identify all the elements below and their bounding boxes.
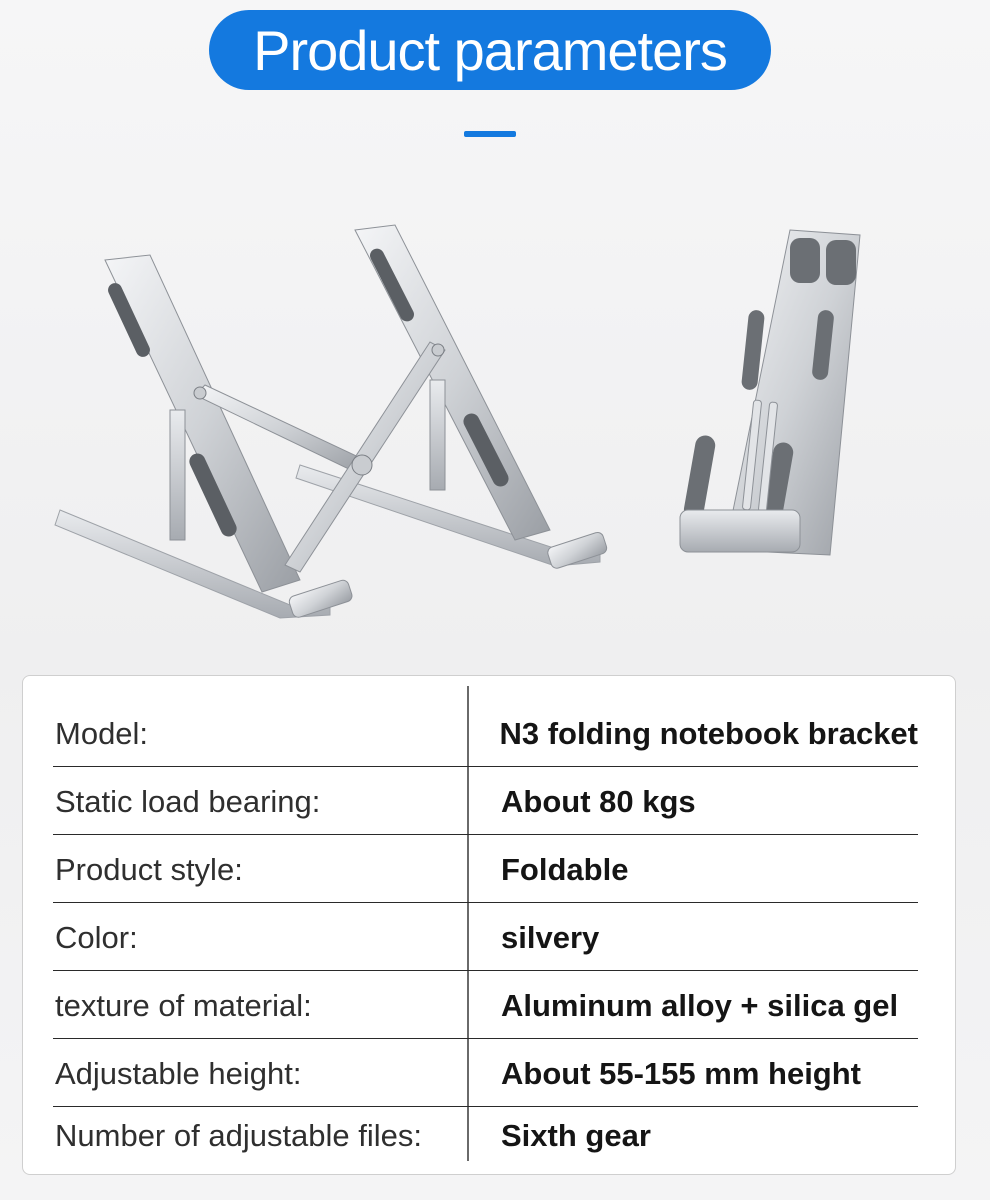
- row-separator: [53, 834, 918, 836]
- table-row: [53, 836, 918, 903]
- row-separator: [53, 970, 918, 972]
- spec-label: texture of material:: [55, 987, 312, 1023]
- laptop-stand-icon: [0, 210, 990, 640]
- table-row: [53, 1040, 918, 1107]
- table-row: [53, 1102, 918, 1169]
- spec-label: Number of adjustable files:: [55, 1117, 423, 1153]
- folded-stand: [680, 230, 860, 555]
- spec-value: About 80 kgs: [501, 783, 696, 819]
- table-row: [53, 972, 918, 1039]
- spec-value: Aluminum alloy + silica gel: [501, 987, 899, 1023]
- spec-value: N3 folding notebook bracket: [499, 715, 918, 751]
- spec-value: silvery: [501, 919, 600, 955]
- spec-label: Static load bearing:: [55, 783, 321, 819]
- table-row: [53, 904, 918, 971]
- page-title-text: Product parameters: [253, 18, 727, 82]
- spec-value: Sixth gear: [501, 1117, 651, 1153]
- spec-label: Adjustable height:: [55, 1055, 302, 1091]
- title-underline: [464, 131, 516, 137]
- table-row: [53, 700, 918, 767]
- unfolded-stand: [55, 225, 608, 619]
- spec-table: [22, 675, 956, 1175]
- row-separator: [53, 766, 918, 768]
- spec-value: About 55-155 mm height: [501, 1055, 861, 1091]
- page-title: [209, 10, 771, 90]
- spec-value: Foldable: [501, 851, 629, 887]
- row-separator: [53, 1038, 918, 1040]
- table-row: [53, 768, 918, 835]
- spec-label: Model:: [55, 715, 149, 751]
- spec-label: Product style:: [55, 851, 243, 887]
- spec-label: Color:: [55, 919, 138, 955]
- row-separator: [53, 902, 918, 904]
